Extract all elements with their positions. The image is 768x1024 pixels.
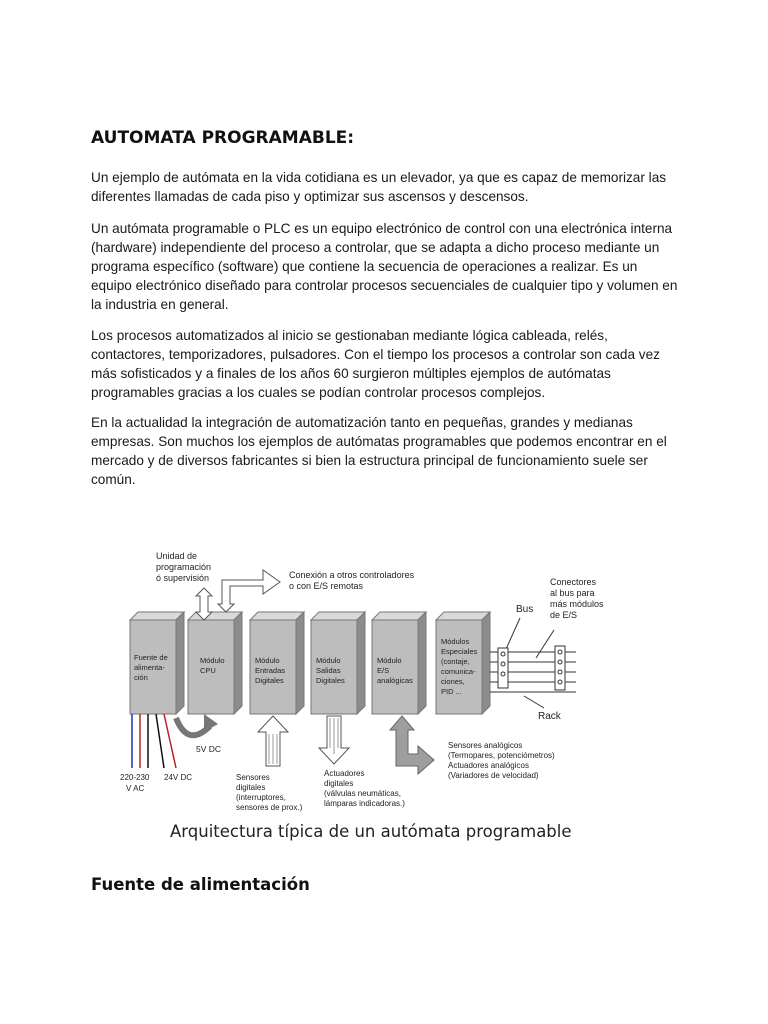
page-title: AUTOMATA PROGRAMABLE: [91,128,355,148]
digital-sensors-arrow-icon [258,716,288,766]
24v-dc-label: 24V DC [164,773,193,782]
paragraph-1: Un ejemplo de autómata en la vida cotidiana es un elevador, ya que es capaz de memorizar las diferentes llamadas de cada piso y optimizar sus ascensos y descensos. [91,170,667,204]
paragraph-3: Los procesos automatizados al inicio se gestionaban mediante lógica cableada, relés, contactores, temporizadores, pulsadores. Con el tiempo los procesos a controlar son cada vez más sofisticados y a finales de los años 60 surgieron múltiples ejemplos de autómatas programables gracias a los cuales se podían controlar procesos complejos. [91,328,660,400]
paragraph-2: Un autómata programable o PLC es un equipo electrónico de control con una electrónica interna (hardware) independiente del proceso a controlar, que se adapta a dicho proceso mediante un programa específico (software) que contiene la secuencia de operaciones a realizar. Es un equipo electrónico diseñado para controlar procesos secuenciales de cualquier tipo y volumen en la industria en general. [91,221,678,312]
plc-architecture-diagram [118,548,604,816]
vac-label: 220-230 V AC [120,773,150,793]
module-outputs-label: Módulo Salidas Digitales [316,656,345,685]
connection-arrow-icon [218,570,280,612]
module-special-label: Módulos Especiales (contaje, comunica- ciones, PID ... [441,637,478,696]
connection-label: Conexión a otros controladores o con E/S remotas [289,570,415,591]
section-heading: Fuente de alimentación [91,875,310,894]
paragraph-4: En la actualidad la integración de automatización tanto en pequeñas, grandes y medianas empresas. Son muchos los ejemplos de autómatas programables que podemos encontrar en el mercado y de diversos fabricantes si bien la estructura principal de funcionamiento suele ser común. [91,415,667,487]
connectors-label: Conectores al bus para más módulos de E/S [550,577,604,620]
module-analog-label: Módulo E/S analógicas [377,656,413,685]
rack-label: Rack [538,711,561,722]
curved-arrowhead-icon [204,714,218,732]
module-cpu-label: Módulo CPU [200,656,225,675]
bus-connectors [498,646,565,690]
actuators-arrow-icon [319,716,349,764]
analog-io-label: Sensores analógicos (Termopares, potenciómetros) Actuadores analógicos (Variadores de velocidad) [448,741,555,780]
digital-sensors-label: Sensores digitales (interruptores, sensores de prox.) [236,773,303,812]
5v-dc-label: 5V DC [196,744,222,754]
rack-blocks [130,612,490,714]
actuators-label: Actuadores digitales (válvulas neumáticas, lámparas indicadoras.) [324,769,405,808]
power-lines [132,714,176,768]
bus-label: Bus [516,604,534,615]
analog-io-arrow-icon [390,716,434,774]
figure-caption: Arquitectura típica de un autómata programable [170,822,572,841]
module-power-label: Fuente de alimenta- ción [134,653,168,682]
programming-unit-label: Unidad de programación ó supervisión [156,551,212,583]
module-inputs-label: Módulo Entradas Digitales [255,656,286,685]
